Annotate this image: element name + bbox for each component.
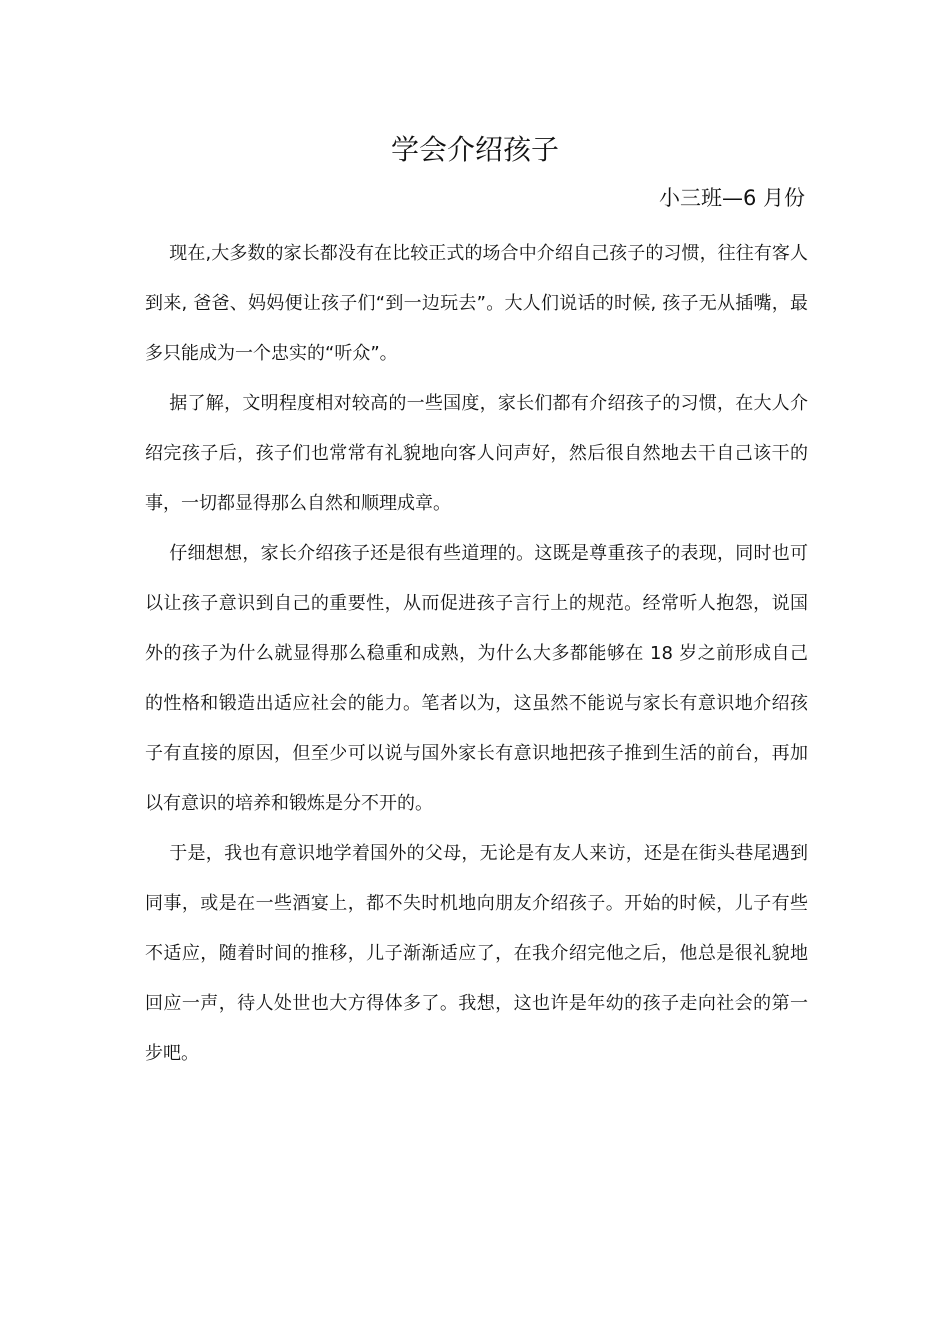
paragraph-3: 仔细想想，家长介绍孩子还是很有些道理的。这既是尊重孩子的表现，同时也可以让孩子意识到自己的重要性，从而促进孩子言行上的规范。经常听人抱怨，说国外的孩子为什么就显得那么稳重和成熟，为什么大多都能够在 18 岁之前形成自己的性格和锻造出适应社会的能力。笔者以为，这虽然不能说与家长有意识地介绍孩子有直接的原因，但至少可以说与国外家长有意识地把孩子推到生活的前台，再加以有意识的培养和锻炼是分不开的。 bbox=[145, 543, 808, 814]
document-subtitle: 小三班—6 月份 bbox=[658, 186, 805, 210]
paragraph-1: 现在,大多数的家长都没有在比较正式的场合中介绍自己孩子的习惯，往往有客人到来, 爸爸、妈妈便让孩子们“到一边玩去”。大人们说话的时候, 孩子无从插嘴，最多只能成为一个忠实的“听众”。 bbox=[145, 243, 808, 364]
document-body bbox=[145, 229, 808, 1079]
paragraph-4: 于是，我也有意识地学着国外的父母，无论是有友人来访，还是在街头巷尾遇到同事，或是在一些酒宴上，都不失时机地向朋友介绍孩子。开始的时候，儿子有些不适应，随着时间的推移，儿子渐渐适应了，在我介绍完他之后，他总是很礼貌地回应一声，待人处世也大方得体多了。我想，这也许是年幼的孩子走向社会的第一步吧。 bbox=[145, 843, 808, 1064]
paragraph-2: 据了解，文明程度相对较高的一些国度，家长们都有介绍孩子的习惯，在大人介绍完孩子后，孩子们也常常有礼貌地向客人问声好，然后很自然地去干自己该干的事，一切都显得那么自然和顺理成章。 bbox=[145, 393, 808, 514]
document-title: 学会介绍孩子 bbox=[390, 133, 559, 166]
